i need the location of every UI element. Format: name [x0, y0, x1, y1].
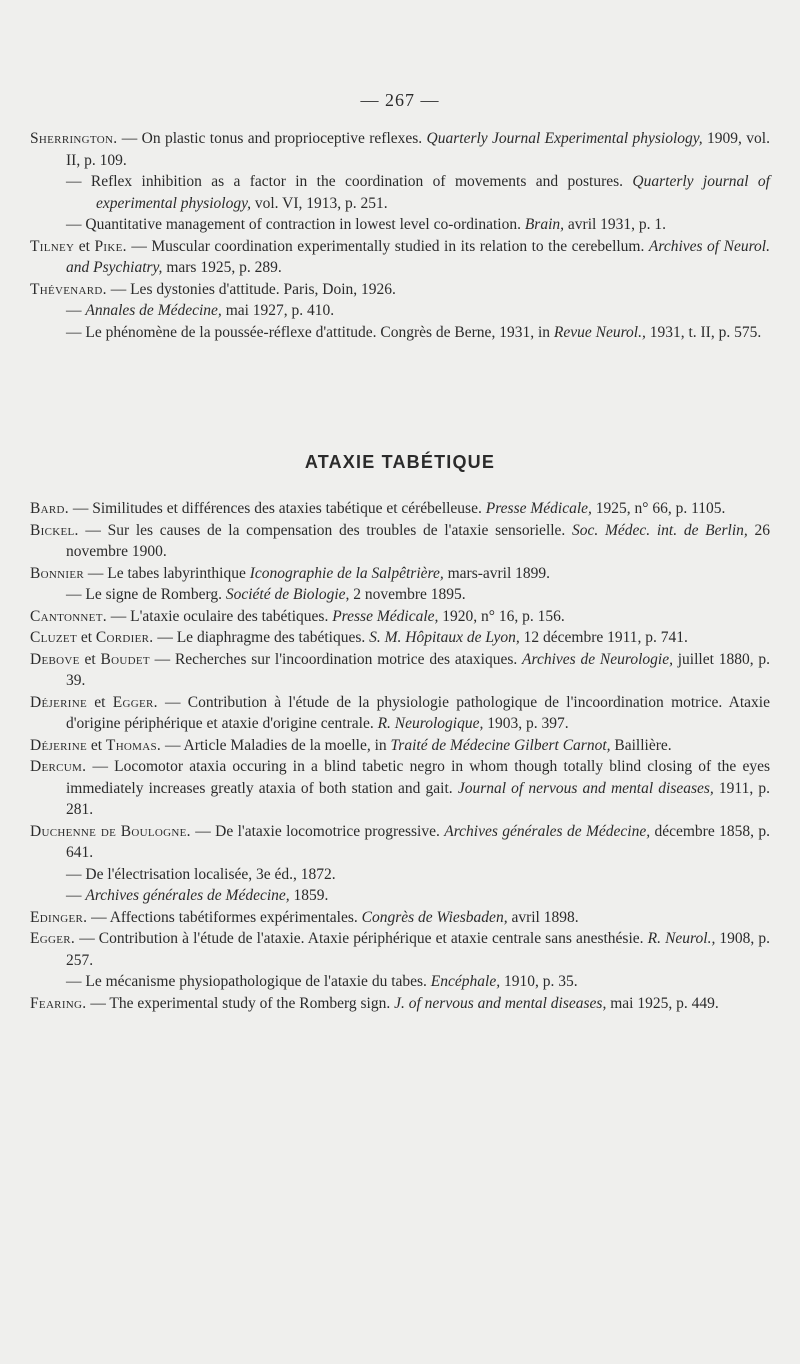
- author-name: Duchenne de Boulogne.: [30, 822, 191, 840]
- author-name: Cantonnet.: [30, 607, 107, 625]
- journal-title: R. Neurologique,: [377, 715, 484, 732]
- publication-details: vol. VI, 1913, p. 251.: [250, 194, 388, 212]
- entry-text: — Les dystonies d'attitude. Paris, Doin, 1926.: [106, 280, 396, 298]
- entry-text: — De l'électrisation localisée, 3e éd., 1872.: [66, 865, 336, 883]
- bibliography-entry: [30, 128, 770, 171]
- entry-text: — Quantitative management of contraction in lowest level co-ordination.: [66, 216, 525, 233]
- publication-details: mai 1927, p. 410.: [221, 302, 335, 319]
- coauthor-name: Cordier.: [95, 629, 154, 646]
- page-number: — 267 —: [360, 90, 440, 110]
- publication-details: mars-avril 1899.: [443, 564, 551, 582]
- journal-title: Iconographie de la Salpêtrière,: [249, 564, 444, 582]
- bibliography-list-ataxie: [30, 498, 770, 1014]
- journal-title: Soc. Médec. int. de Berlin,: [572, 521, 748, 539]
- bibliography-entry: [30, 864, 770, 886]
- bibliography-entry: [30, 649, 770, 692]
- bibliography-entry: [30, 907, 770, 929]
- author-name: Bard.: [30, 500, 69, 517]
- entry-text: — Le tabes labyrinthique: [84, 564, 250, 582]
- bibliography-entry: [30, 322, 770, 344]
- entry-text: et: [76, 629, 96, 646]
- entry-text: — Muscular coordination experimentally studied in its relation to the cerebellum.: [126, 237, 649, 255]
- publication-details: 1931, t. II, p. 575.: [645, 323, 762, 341]
- bibliography-entry: [30, 563, 770, 585]
- bibliography-entry: [30, 279, 770, 301]
- publication-details: 26 novembre 1900.: [66, 521, 771, 560]
- entry-text: — Contribution à l'étude de l'ataxie. Ataxie périphérique et ataxie centrale sans anesthésie.: [75, 930, 648, 947]
- publication-details: mars 1925, p. 289.: [162, 259, 282, 276]
- publication-details: 1920, n° 16, p. 156.: [438, 607, 565, 625]
- entry-text: —: [66, 302, 86, 319]
- publication-details: 1910, p. 35.: [500, 973, 578, 990]
- publication-details: avril 1931, p. 1.: [564, 216, 667, 233]
- author-name: Edinger.: [30, 908, 88, 926]
- journal-title: Revue Neurol.,: [553, 323, 646, 341]
- journal-title: Annales de Médecine,: [85, 302, 222, 319]
- section-title: ATAXIE TABÉTIQUE: [304, 452, 496, 472]
- journal-title: Archives of Neurol. and Psychiatry,: [66, 237, 770, 276]
- publication-details: 1925, n° 66, p. 1105.: [591, 500, 726, 517]
- journal-title: Archives générales de Médecine,: [85, 887, 290, 904]
- bibliography-entry: [30, 584, 770, 606]
- bibliography-entry: [30, 236, 770, 279]
- publication-details: mai 1925, p. 449.: [606, 994, 719, 1012]
- journal-title: Journal of nervous and mental diseases,: [457, 779, 714, 797]
- author-name: Bonnier: [30, 564, 84, 582]
- journal-title: Quarterly Journal Experimental physiology,: [426, 130, 703, 147]
- publication-details: avril 1898.: [507, 908, 579, 926]
- publication-details: 1911, p. 281.: [66, 779, 770, 818]
- publication-details: 1903, p. 397.: [483, 715, 569, 732]
- author-name: Thévenard.: [30, 280, 107, 298]
- publication-details: 1908, p. 257.: [66, 930, 771, 969]
- bibliography-entry: [30, 520, 770, 563]
- journal-title: Société de Biologie,: [225, 586, 350, 603]
- coauthor-name: Egger.: [112, 693, 158, 711]
- entry-text: — On plastic tonus and proprioceptive reflexes.: [117, 130, 427, 147]
- bibliography-entry: [30, 821, 770, 864]
- author-name: Bickel.: [30, 521, 79, 539]
- entry-text: — Le mécanisme physiopathologique de l'ataxie du tabes.: [66, 973, 431, 990]
- author-name: Cluzet: [30, 629, 77, 646]
- coauthor-name: Pike.: [94, 237, 127, 255]
- bibliography-entry: [30, 300, 770, 322]
- entry-text: et: [74, 237, 95, 255]
- journal-title: S. M. Hôpitaux de Lyon,: [369, 629, 520, 646]
- bibliography-entry: [30, 885, 770, 907]
- entry-text: et: [86, 693, 113, 711]
- bibliography-entry: [30, 993, 770, 1015]
- journal-title: Archives générales de Médecine,: [444, 822, 651, 840]
- bibliography-entry: [30, 735, 770, 757]
- journal-title: Quarterly journal of experimental physiology,: [96, 173, 770, 212]
- bibliography-entry: [30, 928, 770, 971]
- journal-title: Encéphale,: [430, 973, 501, 990]
- author-name: Déjerine: [30, 736, 87, 754]
- entry-text: et: [86, 736, 106, 754]
- publication-details: 2 novembre 1895.: [349, 586, 466, 603]
- entry-text: —: [66, 887, 86, 904]
- journal-title: Presse Médicale,: [332, 607, 439, 625]
- entry-text: — Article Maladies de la moelle, in: [161, 736, 391, 754]
- author-name: Sherrington.: [30, 130, 118, 147]
- entry-text: — Reflex inhibition as a factor in the coordination of movements and postures.: [66, 173, 633, 190]
- journal-title: J. of nervous and mental diseases,: [394, 994, 607, 1012]
- publication-details: juillet 1880, p. 39.: [66, 650, 771, 689]
- publication-details: 1859.: [289, 887, 329, 904]
- bibliography-entry: [30, 971, 770, 993]
- author-name: Déjerine: [30, 693, 87, 711]
- journal-title: Congrès de Wiesbaden,: [361, 908, 508, 926]
- journal-title: Archives de Neurologie,: [522, 650, 673, 668]
- entry-text: — The experimental study of the Romberg sign.: [86, 994, 395, 1012]
- entry-text: et: [79, 650, 101, 668]
- entry-text: — De l'ataxie locomotrice progressive.: [190, 822, 445, 840]
- author-name: Dercum.: [30, 758, 87, 775]
- author-name: Fearing.: [30, 994, 87, 1012]
- entry-text: — Le diaphragme des tabétiques.: [153, 629, 370, 646]
- bibliography-list-top: [30, 128, 770, 343]
- publication-details: 1909, vol. II, p. 109.: [66, 130, 770, 169]
- bibliography-entry: [30, 498, 770, 520]
- entry-text: — Le signe de Romberg.: [66, 586, 226, 603]
- author-name: Tilney: [30, 237, 75, 255]
- journal-title: Traité de Médecine Gilbert Carnot,: [390, 736, 611, 754]
- bibliography-entry: [30, 756, 770, 821]
- bibliography-entry: [30, 214, 770, 236]
- coauthor-name: Thomas.: [105, 736, 162, 754]
- journal-title: Presse Médicale,: [485, 500, 592, 517]
- publication-details: 12 décembre 1911, p. 741.: [519, 629, 688, 646]
- author-name: Debove: [30, 650, 80, 668]
- entry-text: — Locomotor ataxia occuring in a blind tabetic negro in whom though totally blind closing of the eyes immediately increases greatly ataxia of both station and gait.: [66, 758, 770, 797]
- bibliography-entry: [30, 692, 770, 735]
- entry-text: — Similitudes et différences des ataxies tabétique et cérébelleuse.: [68, 500, 486, 517]
- bibliography-entry: [30, 627, 770, 649]
- publication-details: décembre 1858, p. 641.: [66, 822, 770, 861]
- journal-title: Brain,: [524, 216, 565, 233]
- bibliography-entry: [30, 171, 770, 214]
- author-name: Egger.: [30, 930, 76, 947]
- entry-text: — Affections tabétiformes expérimentales.: [87, 908, 362, 926]
- journal-title: R. Neurol.,: [647, 930, 716, 947]
- publication-details: Baillière.: [610, 736, 672, 754]
- entry-text: — Recherches sur l'incoordination motrice des ataxiques.: [149, 650, 523, 668]
- bibliography-entry: [30, 606, 770, 628]
- entry-text: — Le phénomène de la poussée-réflexe d'attitude. Congrès de Berne, 1931, in: [66, 323, 554, 341]
- coauthor-name: Boudet: [100, 650, 150, 668]
- entry-text: — Contribution à l'étude de la physiologie pathologique de l'incoordination motrice. Ataxie d'origine périphérique et ataxie d'origine centrale.: [66, 693, 770, 732]
- entry-text: — L'ataxie oculaire des tabétiques.: [106, 607, 333, 625]
- entry-text: — Sur les causes de la compensation des troubles de l'ataxie sensorielle.: [78, 521, 573, 539]
